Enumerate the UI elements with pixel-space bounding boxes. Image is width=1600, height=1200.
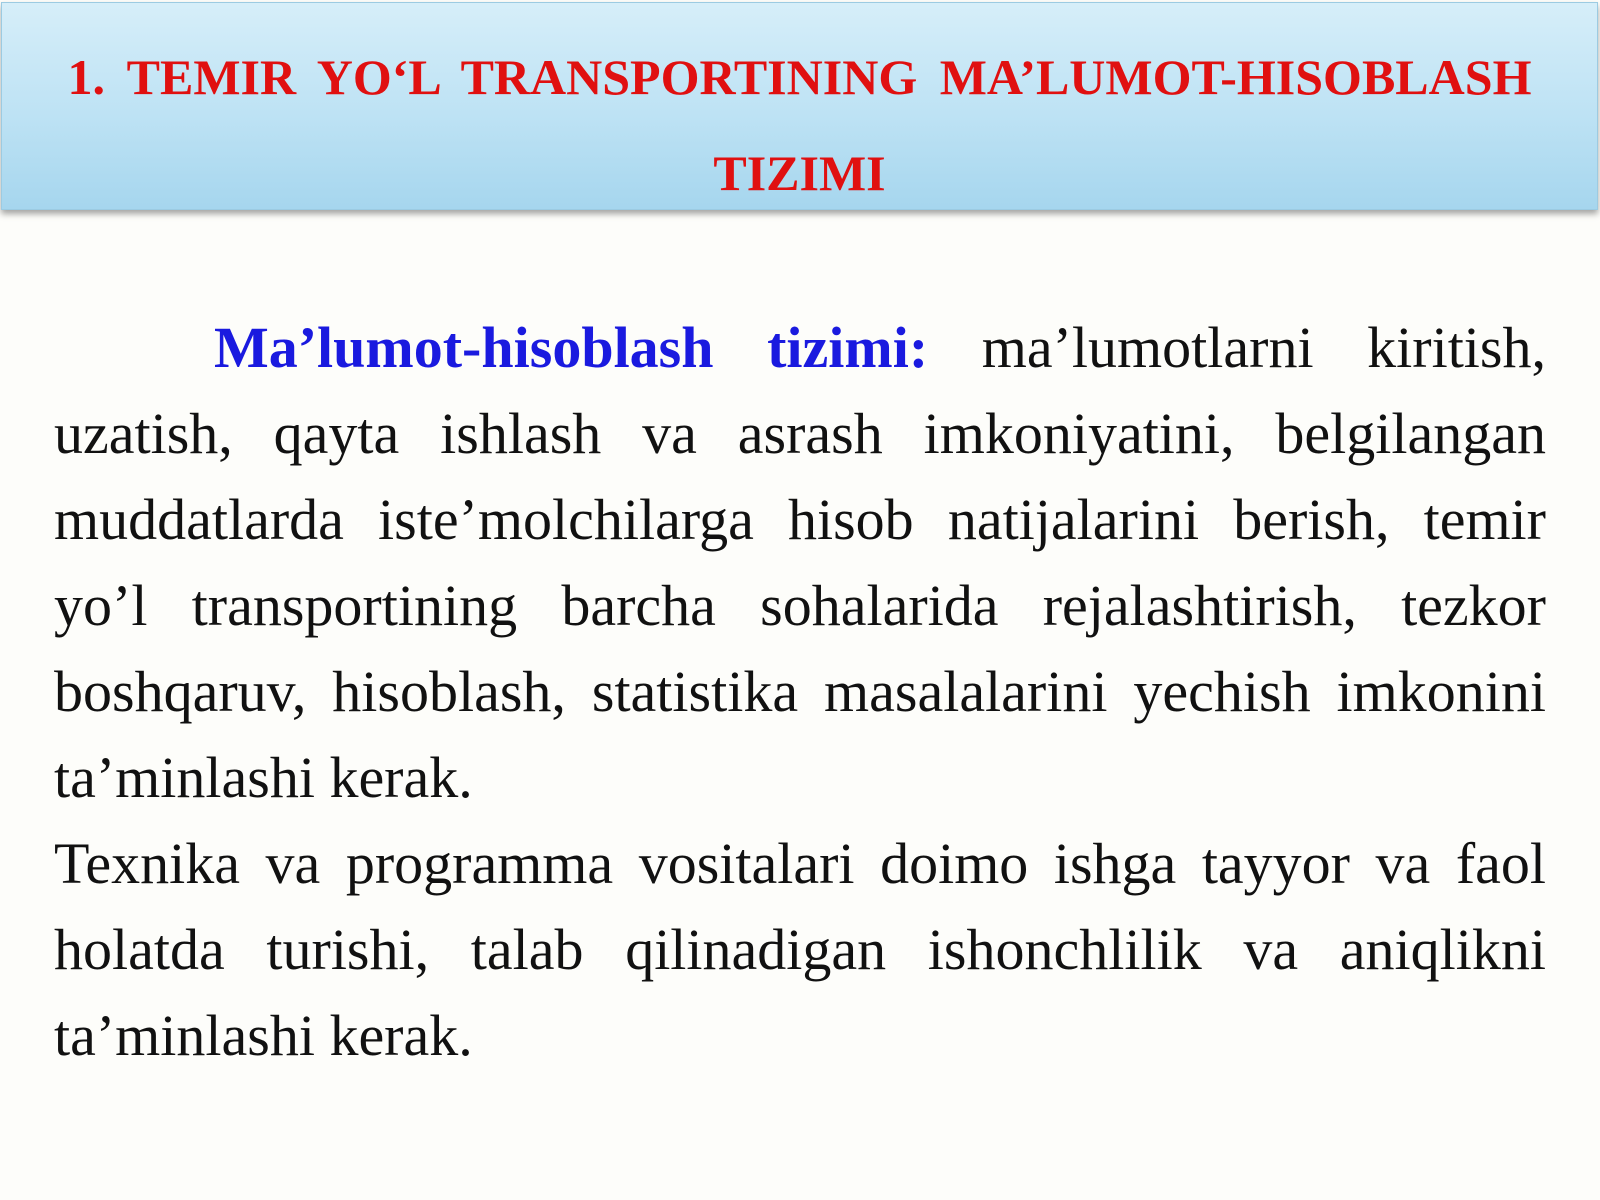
paragraph-requirements: Texnika va programma vositalari doimo ishga tayyor va faol holatda turishi, talab qilinadigan ishonchlilik va aniqlikni ta’minlashi kerak. bbox=[54, 831, 1546, 1068]
slide-content bbox=[54, 305, 1546, 1079]
definition-text: ma’lumotlarni kiritish, uzatish, qayta ishlash va asrash imkoniyatini, belgilangan muddatlarda iste’molchilarga hisob natijalarini berish, temir yo’l transportining barcha sohalarida rejalashtirish, tezkor boshqaruv, hisoblash, statistika masalalarini yechish imkonini ta’minlashi kerak. bbox=[54, 315, 1546, 810]
slide-title-line-1: 1. TEMIR YO‘L TRANSPORTINING MA’LUMOT-HISOBLASH bbox=[67, 49, 1532, 105]
slide-title-line-2: TIZIMI bbox=[713, 145, 886, 201]
paragraph-definition bbox=[54, 305, 1546, 821]
title-banner bbox=[1, 2, 1598, 210]
definition-term: Ma’lumot-hisoblash tizimi: bbox=[214, 315, 929, 380]
